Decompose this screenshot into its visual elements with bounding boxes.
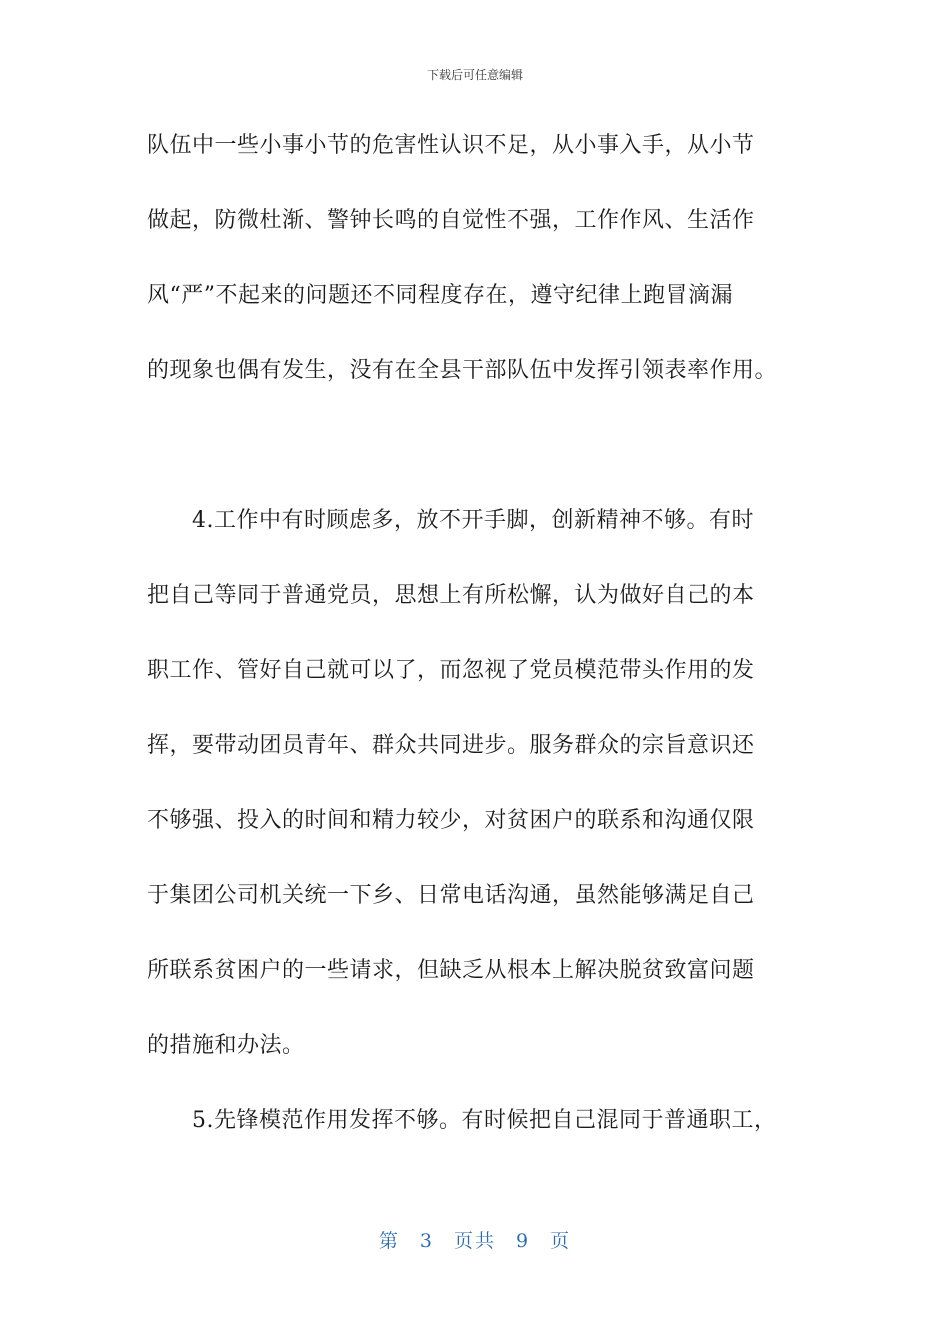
page-footer	[0, 1226, 950, 1253]
text-line: 的现象也偶有发生，没有在全县干部队伍中发挥引领表率作用。	[147, 358, 778, 383]
footer-middle: 页共	[453, 1230, 496, 1252]
text-line: 的措施和办法。	[147, 1033, 305, 1058]
text-line: 不够强、投入的时间和精力较少，对贫困户的联系和沟通仅限	[147, 808, 755, 833]
text-line: 做起，防微杜渐、警钟长鸣的自觉性不强，工作作风、生活作	[147, 208, 755, 233]
text-line: 职工作、管好自己就可以了，而忽视了党员模范带头作用的发	[147, 658, 755, 683]
text-line: 所联系贫困户的一些请求，但缺乏从根本上解决脱贫致富问题	[147, 958, 755, 983]
text-line: 队伍中一些小事小节的危害性认识不足，从小事入手，从小节	[147, 133, 755, 158]
total-pages-number: 9	[516, 1230, 531, 1252]
text-line: 把自己等同于普通党员，思想上有所松懈，认为做好自己的本	[147, 583, 755, 608]
footer-prefix: 第	[378, 1230, 400, 1252]
text-line: 风“严”不起来的问题还不同程度存在，遵守纪律上跑冒滴漏	[147, 283, 733, 308]
text-line: 于集团公司机关统一下乡、日常电话沟通，虽然能够满足自己	[147, 883, 755, 908]
paragraph-item-5: 5.先锋模范作用发挥不够。有时候把自己混同于普通职工，	[192, 1108, 777, 1133]
page-header: 下载后可任意编辑	[426, 68, 523, 82]
paragraph-item-4: 4.工作中有时顾虑多，放不开手脚，创新精神不够。有时	[192, 508, 754, 533]
text-line: 挥，要带动团员青年、群众共同进步。服务群众的宗旨意识还	[147, 733, 755, 758]
current-page-number: 3	[419, 1230, 434, 1252]
footer-suffix: 页	[550, 1230, 572, 1252]
